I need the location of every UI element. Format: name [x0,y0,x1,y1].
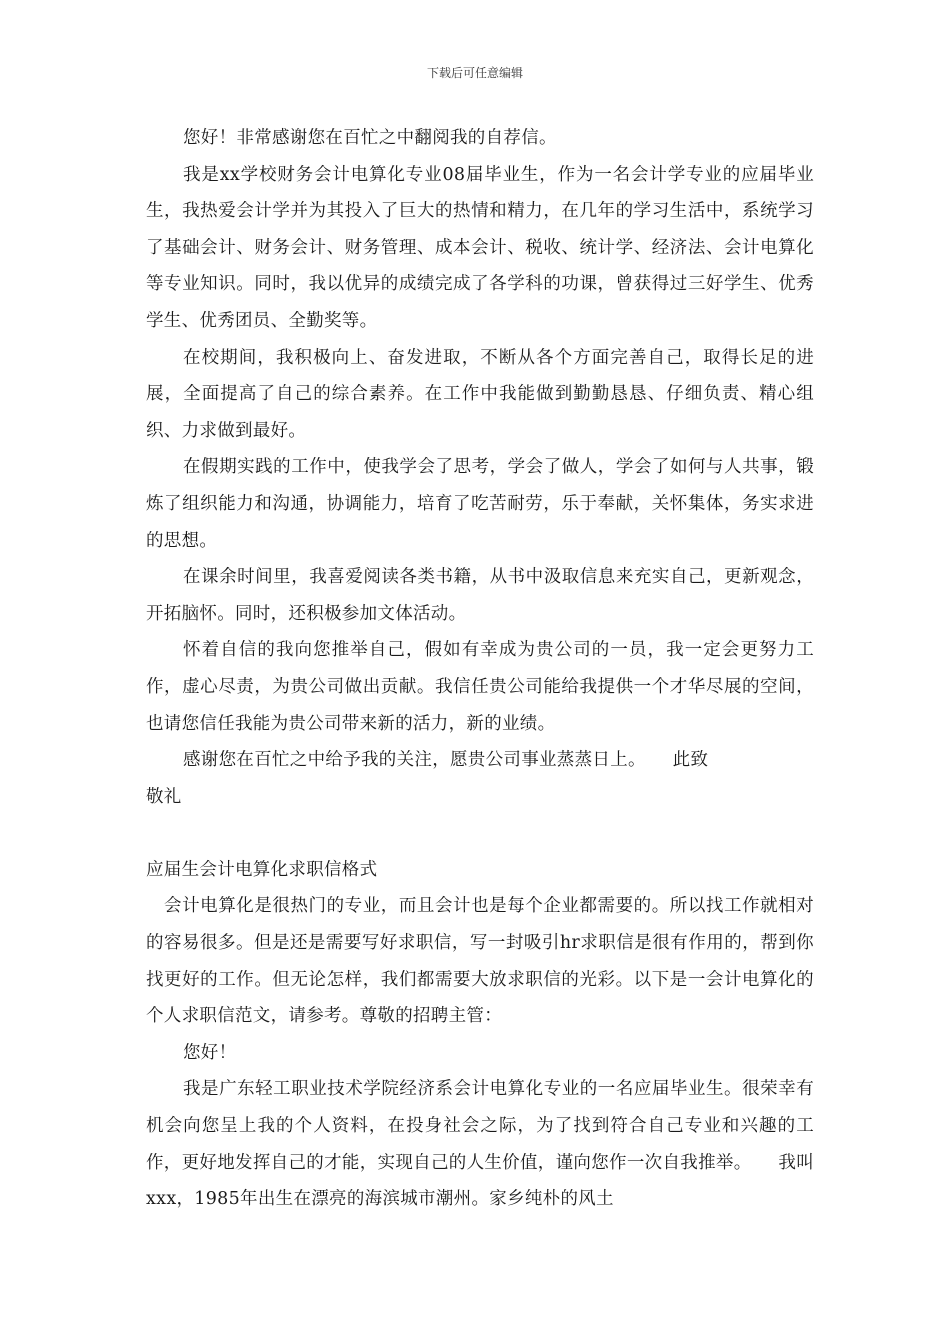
article-title: 应届生会计电算化求职信格式 [146,859,378,880]
letter-closing: 敬礼 [146,786,182,807]
document-body [146,120,814,1218]
letter-paragraph: 我是xx学校财务会计电算化专业08届毕业生，作为一名会计学专业的应届毕业生，我热爱会计学并为其投入了巨大的热情和精力，在几年的学习生活中，系统学习了基础会计、财务会计、财务管理、成本会计、税收、统计学、经济法、会计电算化等专业知识。同时，我以优异的成绩完成了各学科的功课，曾获得过三好学生、优秀学生、优秀团员、全勤奖等。 [146,164,814,331]
article-greeting: 您好！ [183,1042,237,1063]
letter-paragraph: 怀着自信的我向您推举自己，假如有幸成为贵公司的一员，我一定会更努力工作，虚心尽责，为贵公司做出贡献。我信任贵公司能给我提供一个才华尽展的空间，也请您信任我能为贵公司带来新的活力，新的业绩。 [146,640,814,734]
article-paragraph: 我是广东轻工职业技术学院经济系会计电算化专业的一名应届毕业生。很荣幸有机会向您呈上我的个人资料，在投身社会之际，为了找到符合自己专业和兴趣的工作，更好地发挥自己的才能，实现自己的人生价值，谨向您作一次自我推举。 我叫xxx，1985年出生在漂亮的海滨城市潮州。家乡纯朴的风土 [146,1079,814,1210]
letter-greeting: 您好！非常感谢您在百忙之中翻阅我的自荐信。 [183,128,557,148]
page-header: 下载后可任意编辑 [426,66,523,80]
spacer [146,815,814,852]
letter-paragraph: 在假期实践的工作中，使我学会了思考，学会了做人，学会了如何与人共事，锻炼了组织能力和沟通，协调能力，培育了吃苦耐劳，乐于奉献，关怀集体，务实求进的思想。 [146,457,814,551]
letter-paragraph: 在校期间，我积极向上、奋发进取，不断从各个方面完善自己，取得长足的进展，全面提高了自己的综合素养。在工作中我能做到勤勤恳恳、仔细负责、精心组织、力求做到最好。 [146,347,814,441]
article-intro: 会计电算化是很热门的专业，而且会计也是每个企业都需要的。所以找工作就相对的容易很多。但是还是需要写好求职信，写一封吸引hr求职信是很有作用的，帮到你找更好的工作。但无论怎样，我们都需要大放求职信的光彩。以下是一会计电算化的个人求职信范文，请参考。尊敬的招聘主管： [146,896,814,1027]
letter-paragraph: 在课余时间里，我喜爱阅读各类书籍，从书中汲取信息来充实自己，更新观念，开拓脑怀。同时，还积极参加文体活动。 [146,567,814,624]
letter-paragraph: 感谢您在百忙之中给予我的关注，愿贵公司事业蒸蒸日上。 此致 [183,750,709,771]
